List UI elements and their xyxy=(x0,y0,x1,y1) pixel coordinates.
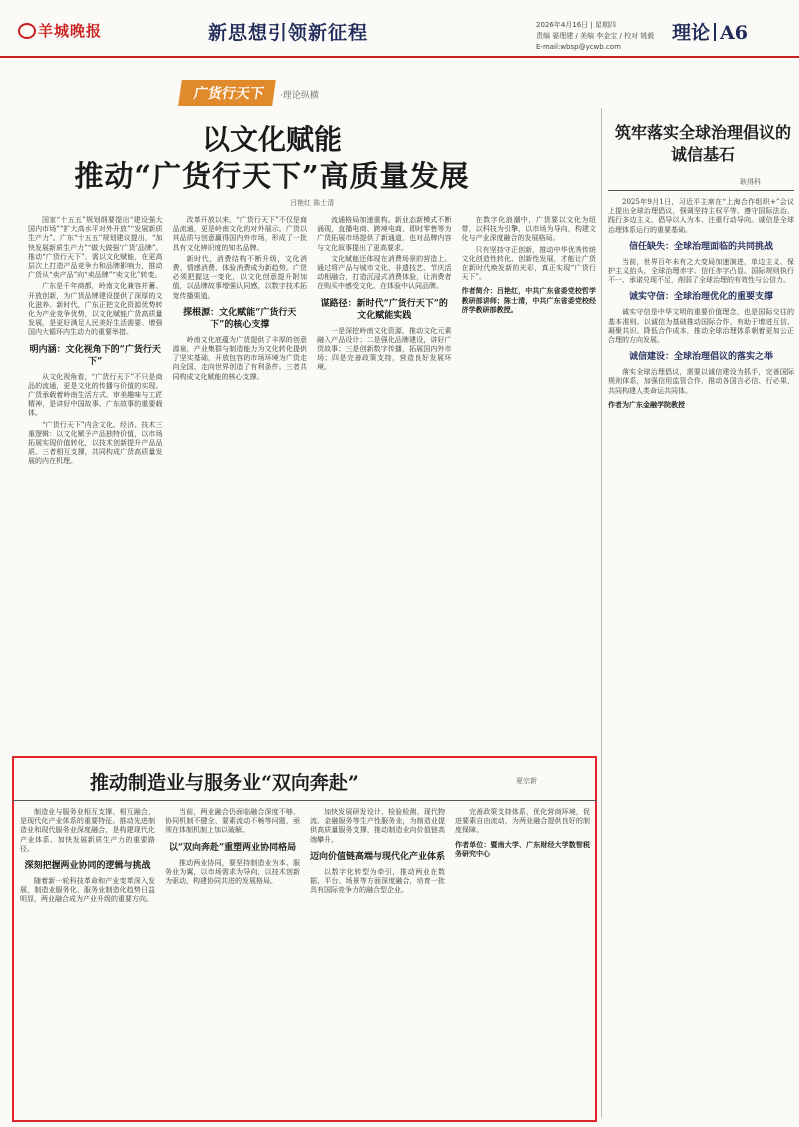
boxed-headline: 推动制造业与服务业“双向奔赴” xyxy=(90,772,359,794)
newspaper-logo: 羊城晚报 xyxy=(18,20,102,41)
subhead: 明内涵：文化视角下的“广货行天下” xyxy=(29,344,161,367)
main-col-1: 国家“十五五”规划纲要提出“建设强大国内市场”“扩大高水平对外开放”“发展新质生产力”。广东“十五五”规划建议提出，“加快发展新质生产力”“做大做强‘广货’品牌”。推动“广货行天下”，需以文化赋能，在更高层次上打造产品竞争力和品牌影响力，推动广货从“卖产品”向“卖品牌”“卖文化”转变。 广东是千年商都，岭南文化兼容并蓄、开放创新，为广货品牌建设提供了深厚的文化滋养。新时代，广东正把文化资源优势转化为产业竞争优势，以文化赋能广货高质量发展，是更好满足人民美好生活需要、增强国内大循环内生动力的重要举措。 明内涵：文化视角下的“广货行天下” 从文化视角看，“广货行天下”不只是商品的流通，更是文化的传播与价值的实现。广货承载着岭南生活方式、审美趣味与工匠精神，是讲好中国故事、广东故事的重要载体。 “广货行天下”内含文化、经济、技术三重逻辑：以文化赋予产品独特价值，以市场拓展实现价值转化，以技术创新提升产品品质。三者相互支撑，共同构成广货高质量发展的内在机理。 xyxy=(28,216,163,466)
side-subhead: 诚信建设：全球治理倡议的落实之举 xyxy=(628,352,773,363)
side-subhead: 诚实守信：全球治理优化的重要支撑 xyxy=(628,292,773,303)
main-headline-line2: 推动“广货行天下”高质量发展 xyxy=(74,159,470,193)
side-headline-line1: 筑牢落实全球治理倡议的 xyxy=(614,123,791,142)
side-headline-line2: 诚信基石 xyxy=(670,145,735,164)
column-title: 新思想引领新征程 xyxy=(208,22,369,44)
main-col-3: 流通格局加速重构。新业态新模式不断涌现，直播电商、跨境电商、即时零售等为广货拓展市场提供了新通道，也对品牌内容与文化叙事提出了更高要求。 文化赋能还体现在消费场景的营造上。通过将产品与城市文化、非遗技艺、节庆活动相融合，打造沉浸式消费体验，让消费者在购买中感受文化、在体验中认同品牌。 谋路径：新时代“广货行天下”的文化赋能实践 一是深挖岭南文化资源，推动文化元素融入产品设计；二是强化品牌建设，讲好广货故事；三是创新数字传播，拓展国内外市场；四是完善政策支持，营造良好发展环境。 xyxy=(317,216,452,372)
subhead: 谋路径：新时代“广货行天下”的文化赋能实践 xyxy=(320,298,448,321)
banner-tag: 广货行天下 xyxy=(178,80,276,106)
side-byline: 耿得科 xyxy=(740,178,761,186)
masthead xyxy=(0,0,799,58)
subhead: 迈向价值链高端与现代化产业体系 xyxy=(310,851,445,862)
side-rule xyxy=(608,190,794,191)
banner-sub: ·理论纵横 xyxy=(280,91,319,101)
side-article-body xyxy=(608,198,794,1118)
subhead: 以“双向奔赴”重塑两业协同格局 xyxy=(168,842,297,853)
subhead: 深刻把握两业协同的逻辑与挑战 xyxy=(24,861,151,872)
boxed-col-4: 完善政策支持体系，优化营商环境，促进要素自由流动，为两业融合提供良好的制度保障。 作者单位：暨南大学、广东财经大学数智税务研究中心 xyxy=(455,808,590,858)
logo-mark-icon xyxy=(18,23,36,39)
section-label: 理论 A6 xyxy=(672,22,748,44)
main-headline-line1: 以文化赋能 xyxy=(201,123,342,156)
boxed-col-2: 当前，两业融合仍面临融合深度不够、协同机制不健全、要素流动不畅等问题，亟须在体制机制上加以破解。 以“双向奔赴”重塑两业协同格局 推动两业协同，要坚持制造业为本、服务业为翼，以市场需求为导向，以技术创新为驱动，构建协同共进的发展格局。 xyxy=(165,808,300,886)
subhead: 探根源：文化赋能“广货行天下”的核心支撑 xyxy=(183,307,297,330)
page-number: A6 xyxy=(720,22,748,44)
author-note: 作者简介：吕艳红，中共广东省委党校哲学教研部讲师；陈士清，中共广东省委党校经济学教研部教授。 xyxy=(461,286,596,314)
side-author-note: 作者为广东金融学院教授 xyxy=(608,399,685,409)
column-divider xyxy=(601,108,602,1118)
main-article-body xyxy=(28,216,596,748)
boxed-rule xyxy=(12,800,597,801)
main-col-2: 改革开放以来，“广货行天下”不仅是商品流通，更是岭南文化的对外展示。广货以其品质与创意赢得国内外市场，形成了一批具有文化辨识度的知名品牌。 新时代，消费结构不断升级，文化消费、情感消费、体验消费成为新趋势。广货必须把握这一变化，以文化创意提升附加值，以品牌故事增强认同感，以数字技术拓宽传播渠道。 探根源：文化赋能“广货行天下”的核心支撑 岭南文化底蕴为广货提供了丰厚的创意源泉，产业集群与制造能力为文化转化提供了坚实基础，开放包容的市场环境为广货走向全国、走向世界创造了有利条件。三者共同构成文化赋能的核心支撑。 xyxy=(172,216,307,381)
editor-credits: 责编 晏理建 / 美编 李金宝 / 校对 姚毅 xyxy=(536,32,655,40)
side-subhead: 信任缺失：全球治理面临的共同挑战 xyxy=(628,241,773,252)
boxed-col-1: 制造业与服务业相互支撑、相互融合，是现代化产业体系的重要特征。推动先进制造业和现代服务业深度融合，是构建现代化产业体系、加快发展新质生产力的重要路径。 深刻把握两业协同的逻辑与挑战 随着新一轮科技革命和产业变革深入发展，制造业服务化、服务业制造化趋势日益明显，两业融合成为产业升级的重要方向。 xyxy=(20,808,155,904)
contact-email: E-mail:wbsp@ycwb.com xyxy=(536,43,621,51)
boxed-article-body xyxy=(20,808,590,1116)
boxed-byline: 夏宗新 xyxy=(516,777,537,785)
main-col-4: 在数字化浪潮中，广货要以文化为纽带，以科技为引擎，以市场为导向，构建文化与产业深度融合的发展格局。 只有坚持守正创新，推动中华优秀传统文化创造性转化、创新性发展，才能让广货在新时代焕发新的光彩，真正实现“广货行天下”。 作者简介：吕艳红，中共广东省委党校哲学教研部讲师；陈士清，中共广东省委党校经济学教研部教授。 xyxy=(461,216,596,314)
issue-date: 2026年4月16日 | 星期四 xyxy=(536,21,616,29)
boxed-col-3: 加快发展研发设计、检验检测、现代物流、金融服务等生产性服务业，为制造业提供高质量服务支撑，推动制造业向价值链高端攀升。 迈向价值链高端与现代化产业体系 以数字化转型为牵引，推动两业在数据、平台、场景等方面深度融合，培育一批具有国际竞争力的融合型企业。 xyxy=(310,808,445,895)
topic-banner xyxy=(180,80,319,104)
issue-meta xyxy=(536,20,666,53)
main-byline: 吕艳红 陈士清 xyxy=(290,199,335,207)
boxed-author-note: 作者单位：暨南大学、广东财经大学数智税务研究中心 xyxy=(455,839,590,858)
side-col: 2025年9月1日，习近平主席在“上海合作组织+”会议上提出全球治理倡议，强调坚持主权平等、遵守国际法治、践行多边主义、倡导以人为本、注重行动导向。诚信是全球治理体系运行的重要基础。 信任缺失：全球治理面临的共同挑战 当前，世界百年未有之大变局加速演进，单边主义、保护主义抬头，全球治理赤字、信任赤字凸显。国际规则执行不一、承诺兑现不足，削弱了全球治理的有效性与公信力。 诚实守信：全球治理优化的重要支撑 诚实守信是中华文明的重要价值理念，也是国际交往的基本准则。以诚信为基础推动国际合作，有助于增进互信、凝聚共识、降低合作成本，推动全球治理体系朝着更加公正合理的方向发展。 诚信建设：全球治理倡议的落实之举 落实全球治理倡议，需要以诚信建设为抓手，完善国际规则体系，加强信用监管合作，推动各国言必信、行必果，共同构建人类命运共同体。 作者为广东金融学院教授 xyxy=(608,198,794,409)
